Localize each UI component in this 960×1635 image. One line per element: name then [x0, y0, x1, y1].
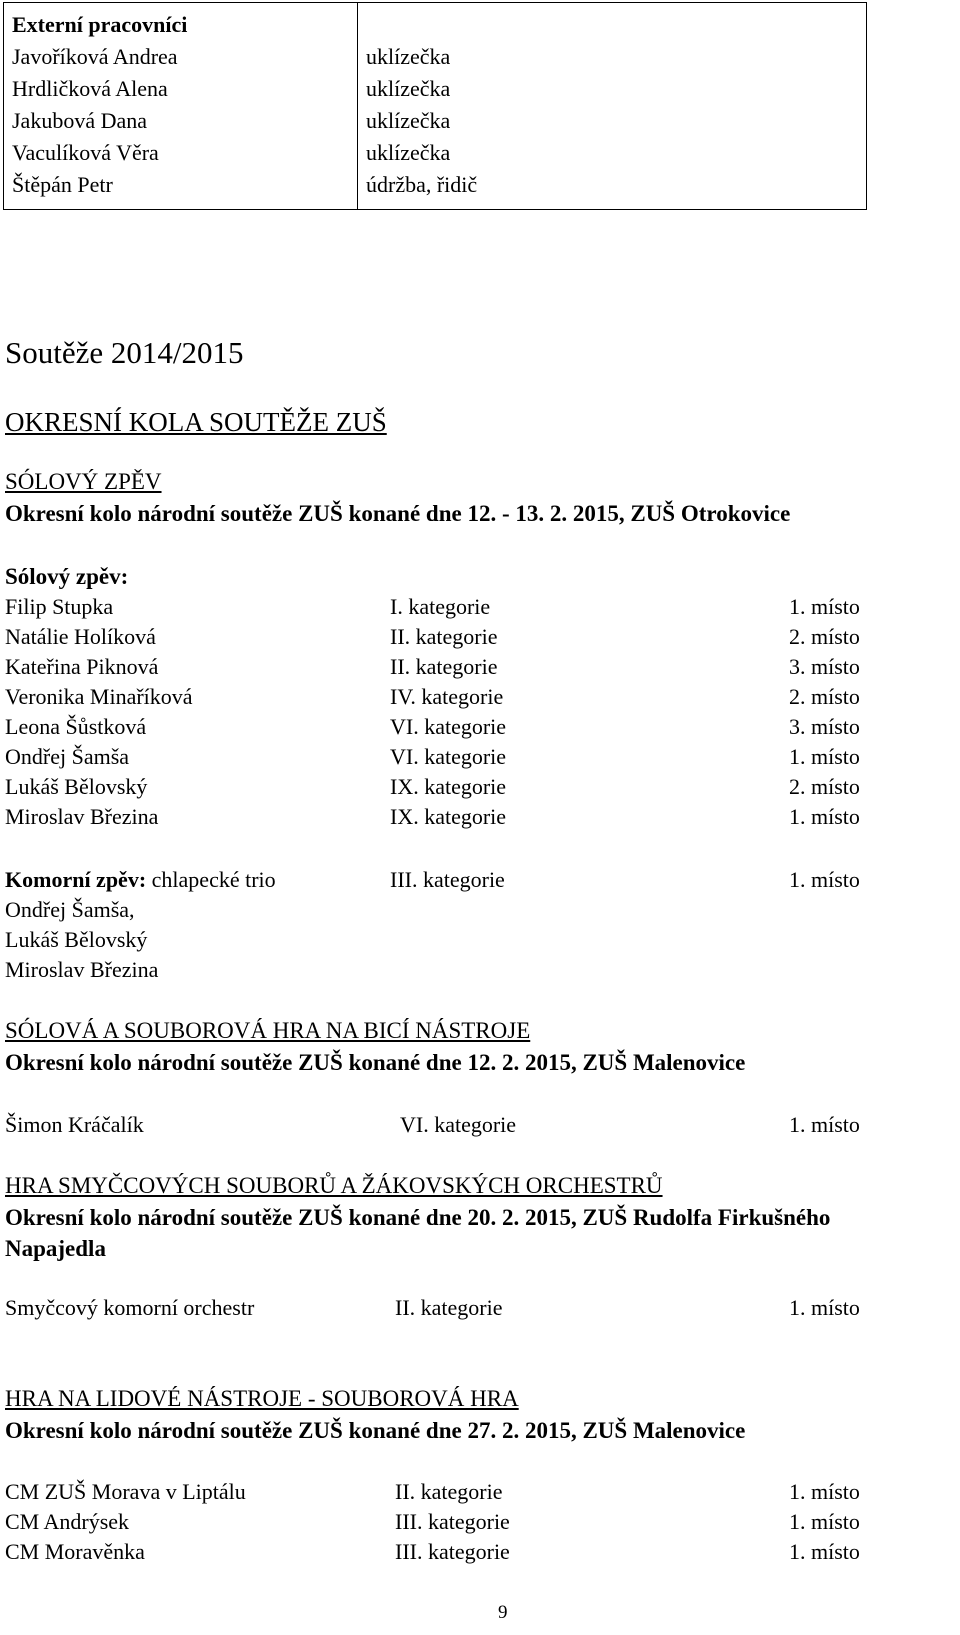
- entry-place: 1. místo: [789, 1539, 860, 1564]
- entry-category: IX. kategorie: [390, 774, 507, 799]
- section-subheading-lidove: Okresní kolo národní soutěže ZUŠ konané dne 27. 2. 2015, ZUŠ Malenovice: [5, 1418, 746, 1443]
- entry-name: Veronika Minaříková: [5, 684, 193, 709]
- section-subheading-solovy-zpev: Okresní kolo národní soutěže ZUŠ konané dne 12. - 13. 2. 2015, ZUŠ Otrokovice: [5, 501, 791, 526]
- komorni-member: Miroslav Březina: [5, 957, 159, 982]
- entry-place: 1. místo: [789, 867, 860, 892]
- staff-role: uklízečka: [366, 108, 451, 133]
- entry-place: 1. místo: [789, 1295, 860, 1320]
- entry-name: Filip Stupka: [5, 594, 114, 619]
- entry-category: IV. kategorie: [390, 684, 504, 709]
- staff-name: Javoříková Andrea: [12, 44, 178, 69]
- list-item: [5, 623, 905, 651]
- list-item: [5, 896, 905, 924]
- entry-place: 2. místo: [789, 624, 860, 649]
- list-item: [5, 773, 905, 801]
- entry-place: 3. místo: [789, 654, 860, 679]
- entry-place: 1. místo: [789, 744, 860, 769]
- entry-category: II. kategorie: [390, 654, 498, 679]
- list-item: [5, 1478, 905, 1506]
- list-item: [5, 803, 905, 831]
- section-heading-solovy-zpev: SÓLOVÝ ZPĚV: [5, 469, 162, 494]
- staff-role: uklízečka: [366, 44, 451, 69]
- entry-place: 1. místo: [789, 1509, 860, 1534]
- entry-name: Leona Šůstková: [5, 714, 147, 739]
- entry-category: II. kategorie: [395, 1479, 503, 1504]
- staff-name: Hrdličková Alena: [12, 76, 168, 101]
- section-heading-bici: SÓLOVÁ A SOUBOROVÁ HRA NA BICÍ NÁSTROJE: [5, 1018, 531, 1043]
- entry-category: VI. kategorie: [390, 744, 507, 769]
- entry-category: II. kategorie: [395, 1295, 503, 1320]
- list-item: [5, 1538, 905, 1566]
- list-item: [5, 743, 905, 771]
- entry-place: 3. místo: [789, 714, 860, 739]
- list-item-komorni-zpev: [5, 866, 905, 894]
- staff-names-cell: [4, 3, 358, 210]
- entry-category: III. kategorie: [390, 867, 505, 892]
- entry-name: CM Moravěnka: [5, 1539, 145, 1564]
- entry-name: Natálie Holíková: [5, 624, 156, 649]
- section-subheading-smyccove-line2: Napajedla: [5, 1236, 106, 1261]
- entry-category: VI. kategorie: [390, 714, 507, 739]
- section-subheading-bici: Okresní kolo národní soutěže ZUŠ konané dne 12. 2. 2015, ZUŠ Malenovice: [5, 1050, 746, 1075]
- list-item: [5, 926, 905, 954]
- entry-name: Smyčcový komorní orchestr: [5, 1295, 255, 1320]
- external-staff-table: [3, 2, 867, 210]
- staff-name: Jakubová Dana: [12, 108, 148, 133]
- entry-name: CM ZUŠ Morava v Liptálu: [5, 1479, 246, 1504]
- section-subheading-smyccove: Okresní kolo národní soutěže ZUŠ konané dne 20. 2. 2015, ZUŠ Rudolfa Firkušného: [5, 1205, 831, 1230]
- group-label-solovy-zpev: Sólový zpěv:: [5, 564, 129, 589]
- entry-category: I. kategorie: [390, 594, 491, 619]
- entry-name: Ondřej Šamša: [5, 744, 130, 769]
- list-item: [5, 1111, 905, 1139]
- section-heading-lidove: HRA NA LIDOVÉ NÁSTROJE - SOUBOROVÁ HRA: [5, 1386, 519, 1411]
- list-item: [5, 713, 905, 741]
- entry-place: 1. místo: [789, 1112, 860, 1137]
- page-title: Soutěže 2014/2015: [5, 335, 244, 370]
- table-row: [4, 3, 867, 210]
- staff-name: Vaculíková Věra: [12, 140, 159, 165]
- komorni-member: Ondřej Šamša,: [5, 897, 135, 922]
- entry-category: III. kategorie: [395, 1509, 510, 1534]
- list-item: [5, 683, 905, 711]
- entry-category: III. kategorie: [395, 1539, 510, 1564]
- list-item: [5, 956, 905, 984]
- entry-name: Miroslav Březina: [5, 804, 159, 829]
- entry-place: 1. místo: [789, 804, 860, 829]
- staff-role: uklízečka: [366, 76, 451, 101]
- entry-name: Šimon Kráčalík: [5, 1112, 144, 1137]
- entry-category: VI. kategorie: [400, 1112, 517, 1137]
- entry-category: IX. kategorie: [390, 804, 507, 829]
- staff-role: uklízečka: [366, 140, 451, 165]
- komorni-ensemble: chlapecké trio: [151, 867, 276, 892]
- entry-category: II. kategorie: [390, 624, 498, 649]
- entry-place: 1. místo: [789, 1479, 860, 1504]
- entry-place: 1. místo: [789, 594, 860, 619]
- list-item: [5, 653, 905, 681]
- staff-heading: Externí pracovníci: [12, 12, 188, 37]
- list-item: [5, 1508, 905, 1536]
- entry-name: Lukáš Bělovský: [5, 774, 148, 799]
- komorni-label: Komorní zpěv:: [5, 867, 147, 892]
- staff-roles-cell: [358, 3, 867, 210]
- staff-name: Štěpán Petr: [12, 172, 113, 197]
- entry-place: 2. místo: [789, 774, 860, 799]
- section-title-okresni-kola: OKRESNÍ KOLA SOUTĚŽE ZUŠ: [5, 407, 387, 437]
- page-number: 9: [498, 1602, 508, 1623]
- list-item: [5, 1294, 905, 1322]
- list-item: [5, 593, 905, 621]
- komorni-member: Lukáš Bělovský: [5, 927, 148, 952]
- entry-place: 2. místo: [789, 684, 860, 709]
- section-heading-smyccove: HRA SMYČCOVÝCH SOUBORŮ A ŽÁKOVSKÝCH ORCHESTRŮ: [5, 1173, 663, 1198]
- staff-role: údržba, řidič: [366, 172, 478, 197]
- entry-name: Kateřina Piknová: [5, 654, 159, 679]
- entry-name: CM Andrýsek: [5, 1509, 130, 1534]
